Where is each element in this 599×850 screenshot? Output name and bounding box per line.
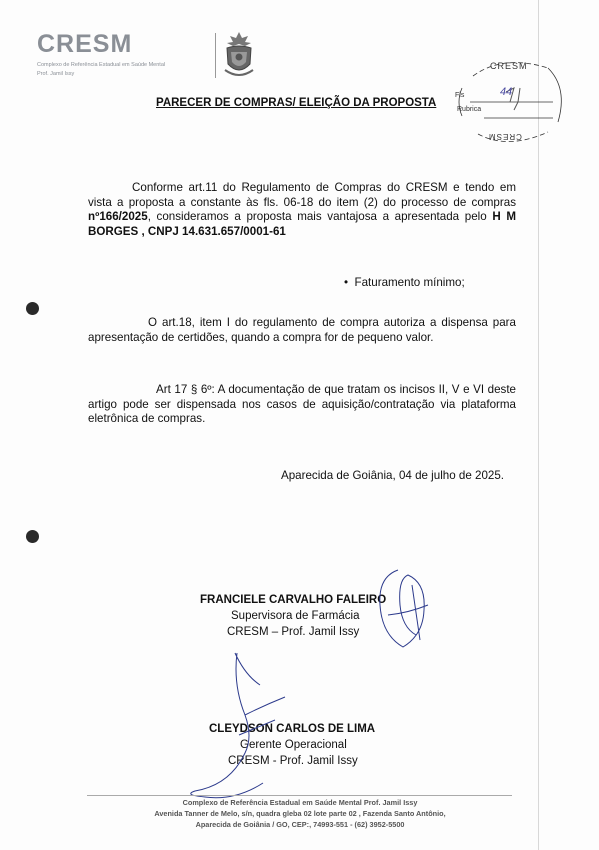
bullet-text: Faturamento mínimo; [354, 276, 465, 289]
logo-subtitle-line-1: Complexo de Referência Estadual em Saúde Mental [37, 62, 166, 68]
signatory-1-name: FRANCIELE CARVALHO FALEIRO [200, 594, 387, 606]
signatory-2-org: CRESM - Prof. Jamil Issy [228, 755, 358, 767]
footer-line-3: Aparecida de Goiânia / GO, CEP:, 74993-551 - (62) 3952-5500 [195, 820, 405, 829]
paragraph-3: Art 17 § 6º: A documentação de que tratam os incisos II, V e VI deste artigo pode ser dispensada nos casos de aquisição/contratação via plataforma eletrônica de compras. [88, 383, 516, 425]
paragraph-1-text-b: , consideramos a proposta mais vantajosa a apresentada pelo [147, 210, 493, 223]
signatory-1-org: CRESM – Prof. Jamil Issy [227, 626, 360, 638]
process-number: nº166/2025 [88, 210, 148, 223]
stamp-top-text: CRESM [490, 61, 528, 71]
cresm-logo: CRESM [37, 30, 133, 58]
stamp-fls-value: 44 [500, 86, 513, 98]
paragraph-1-text-a: Conforme art.11 do Regulamento de Compras do CRESM e tendo em vista a proposta a constante às fls. 06-18 do item (2) do processo de compras [88, 181, 516, 209]
state-crest-icon [220, 30, 258, 80]
binder-hole-top [26, 302, 39, 315]
supplier-name: H M BORGES , CNPJ 14.631.657/0001-61 [88, 210, 516, 238]
bullet-dot-icon: • [344, 276, 355, 289]
stamp-rubrica-label: Rubrica [457, 106, 482, 113]
document-date: Aparecida de Goiânia, 04 de julho de 2025. [281, 469, 505, 482]
footer-line-1: Complexo de Referência Estadual em Saúde Mental Prof. Jamil Issy [182, 798, 418, 807]
binder-hole-bottom [26, 530, 39, 543]
paragraph-2: O art.18, item I do regulamento de compra autoriza a dispensa para apresentação de certidões, quando a compra for de pequeno valor. [88, 316, 516, 344]
stamp-fls-label: Fls [455, 92, 465, 99]
signature-2 [175, 645, 295, 805]
signatory-1-role: Supervisora de Farmácia [231, 610, 360, 622]
signatory-2-name: CLEYDSON CARLOS DE LIMA [209, 723, 376, 735]
header-divider [215, 33, 216, 78]
signatory-2-role: Gerente Operacional [240, 739, 347, 751]
paragraph-1 [88, 181, 516, 239]
document-title: PARECER DE COMPRAS/ ELEIÇÃO DA PROPOSTA [156, 97, 437, 109]
footer-line-2: Avenida Tanner de Melo, s/n, quadra gleba 02 lote parte 02 , Fazenda Santo Antônio, [154, 809, 446, 818]
logo-subtitle-line-2: Prof. Jamil Issy [37, 71, 75, 77]
stamp-bottom-text: CRESM [488, 132, 522, 141]
bullet-item [344, 276, 465, 289]
signature-1 [368, 565, 436, 651]
logo-subtitle [37, 61, 165, 79]
footer-rule [87, 795, 512, 796]
footer [80, 797, 520, 830]
